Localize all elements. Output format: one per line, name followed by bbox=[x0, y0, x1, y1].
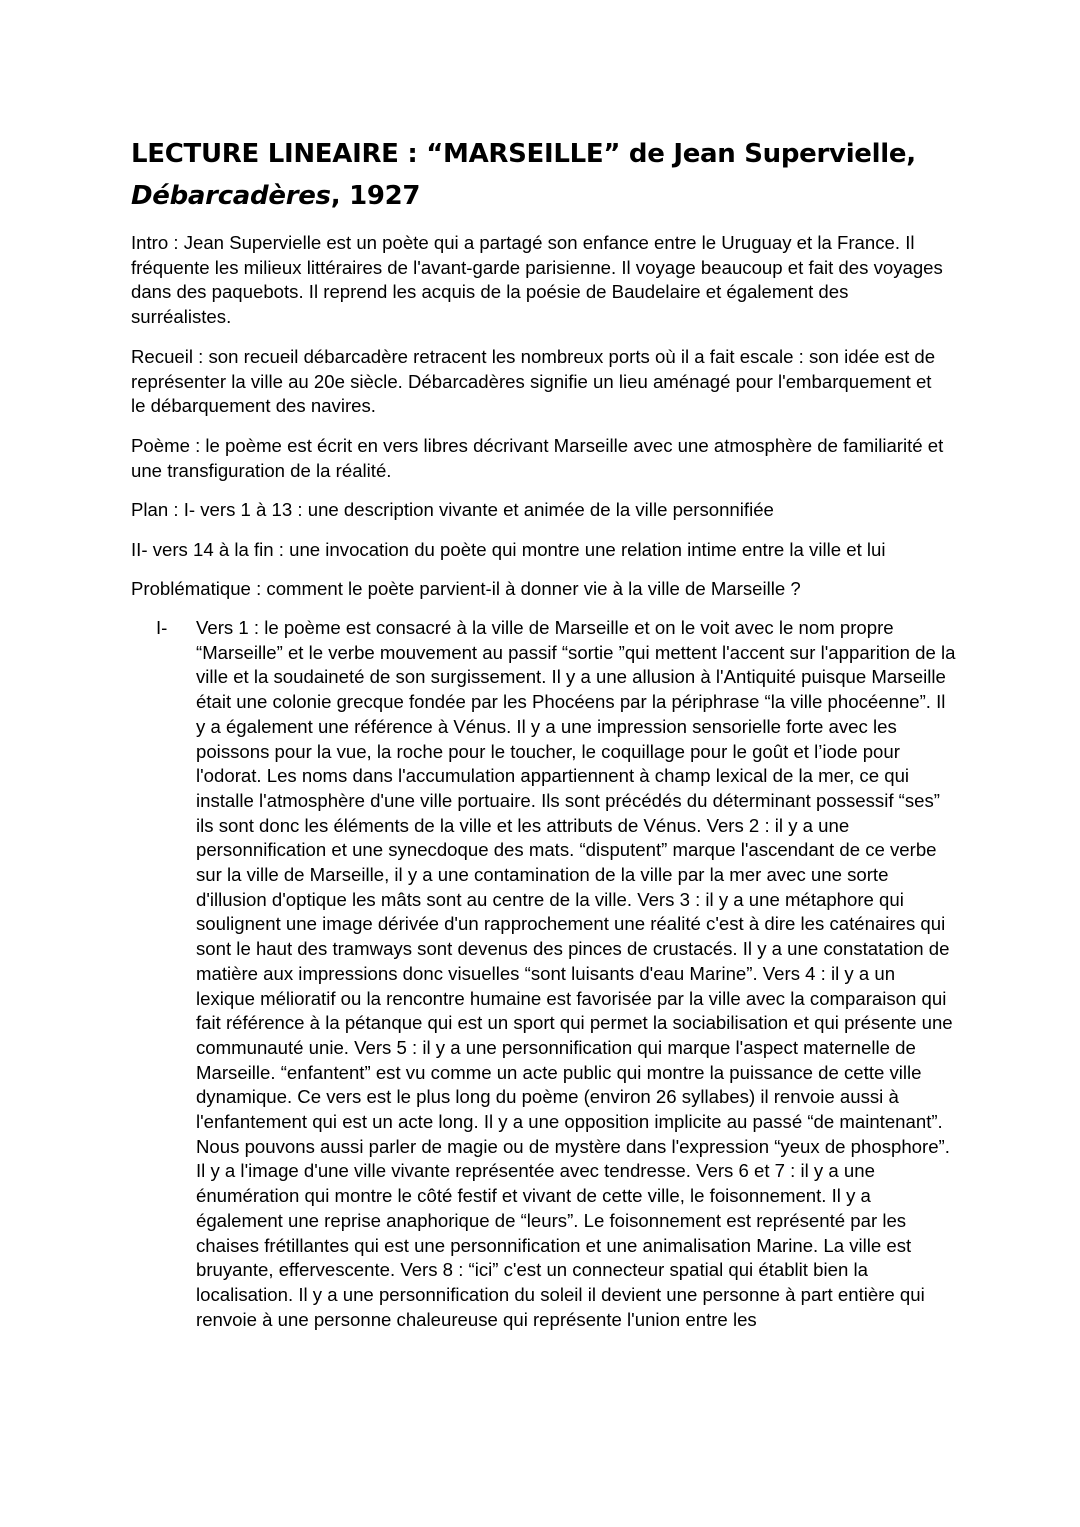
recueil-paragraph: Recueil : son recueil débarcadère retracent les nombreux ports où il a fait escale : son idée est de représenter la ville au 20e siècle. Débarcadères signifie un lieu aménagé pour l'embarquement et le débarquement des navires. bbox=[131, 346, 936, 417]
title-year: , 1927 bbox=[330, 181, 421, 211]
plan-second-part: II- vers 14 à la fin : une invocation du poète qui montre une relation intime entre la ville et lui bbox=[131, 539, 886, 560]
title-collection: Débarcadères bbox=[131, 181, 331, 211]
section-one-text: Vers 1 : le poème est consacré à la ville de Marseille et on le voit avec le nom propre “Marseille” et le verbe mouvement au passif “sortie ”qui mettent l'accent sur l'apparition de la ville et la soudaineté de son surgissement. Il y a une allusion à l'Antiquité puisque Marseille était une colonie grecque fondée par les Phocéens par la périphrase “la ville phocéenne”. Il y a également une référence à Vénus. Il y a une impression sensorielle forte avec les poissons pour la vue, la roche pour le toucher, le coquillage pour le goût et l’iode pour l'odorat. Les noms dans l'accumulation appartiennent à champ lexical de la mer, ce qui installe l'atmosphère d'une ville portuaire. Ils sont précédés du déterminant possessif “ses” ils sont donc les éléments de la ville et les attributs de Vénus. Vers 2 : il y a une personnification et une synecdoque des mats. “disputent” marque l'ascendant de ce verbe sur la ville de Marseille, il y a une contamination de la ville par la mer avec une sorte d'illusion d'optique les mâts sont au centre de la ville. Vers 3 : il y a une métaphore qui soulignent une image dérivée d'un rapprochement une réalité c'est à dire les caténaires qui sont le haut des tramways sont devenus des pinces de crustacés. Il y a une constatation de matière aux impressions donc visuelles “sont luisants d'eau Marine”. Vers 4 : il y a un lexique mélioratif ou la rencontre humaine est favorisée par la ville avec la comparaison qui fait référence à la pétanque qui est un sport qui permet la sociabilisation et qui présente une communauté unie. Vers 5 : il y a une personnification qui marque l'aspect maternelle de Marseille. “enfantent” est vu comme un acte public qui montre la puissance de cette ville dynamique. Ce vers est le plus long du poème (environ 26 syllabes) il renvoie aussi à l'enfantement qui est un acte long. Il y a une opposition implicite au passé “de maintenant”. Nous pouvons aussi parler de magie ou de mystère dans l'expression “yeux de phosphore”. Il y a l'image d'une ville vivante représentée avec tendresse. Vers 6 et 7 : il y a une énumération qui montre le côté festif et vivant de cette ville, le foisonnement. Il y a également une reprise anaphorique de “leurs”. Le foisonnement est représenté par les chaises frétillantes qui est une personnification et une animalisation Marine. La ville est bruyante, effervescente. Vers 8 : “ici” c'est un connecteur spatial qui établit bien la localisation. Il y a une personnification du soleil il devient une personne à part entière qui renvoie à une personne chaleureuse qui représente l'union entre les bbox=[196, 617, 956, 1330]
plan-first-part: Plan : I- vers 1 à 13 : une description vivante et animée de la ville personnifiée bbox=[131, 499, 774, 520]
intro-paragraph: Intro : Jean Supervielle est un poète qui a partagé son enfance entre le Uruguay et la France. Il fréquente les milieux littéraires de l'avant-garde parisienne. Il voyage beaucoup et fait des voyages dans des paquebots. Il reprend les acquis de la poésie de Baudelaire et également des surréalistes. bbox=[131, 232, 943, 328]
title-main: LECTURE LINEAIRE : “MARSEILLE” de Jean Supervielle, bbox=[131, 139, 916, 169]
poeme-paragraph: Poème : le poème est écrit en vers libres décrivant Marseille avec une atmosphère de familiarité et une transfiguration de la réalité. bbox=[131, 435, 944, 481]
section-one-marker: I- bbox=[156, 617, 168, 638]
document-title bbox=[131, 133, 971, 217]
problematique-paragraph: Problématique : comment le poète parvient-il à donner vie à la ville de Marseille ? bbox=[131, 578, 801, 599]
